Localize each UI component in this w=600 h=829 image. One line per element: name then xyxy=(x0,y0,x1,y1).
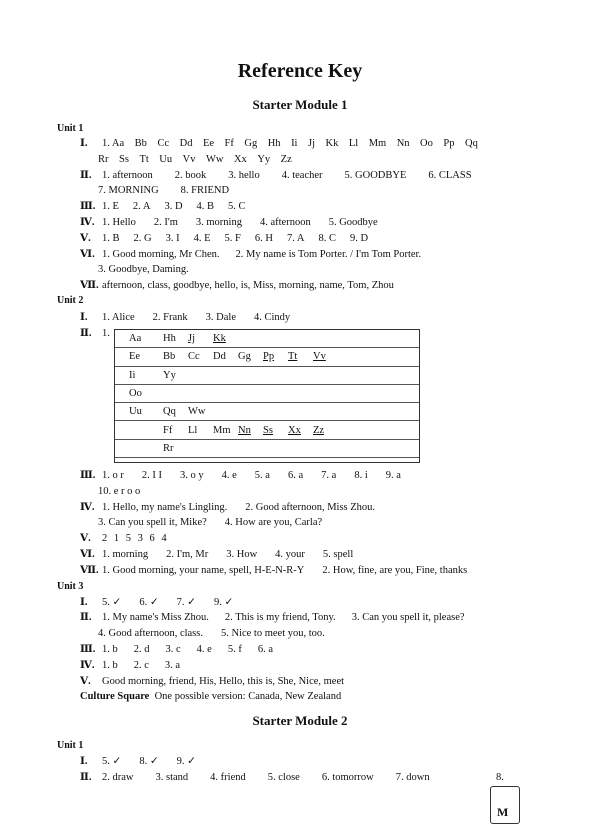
answer-item: 2. draw xyxy=(102,772,134,783)
answer-item: 2. Frank xyxy=(152,312,188,323)
answer-line xyxy=(98,629,343,640)
answer-item: 7. ✓ xyxy=(176,597,196,608)
answer-item: Ii xyxy=(291,138,298,149)
answer-item: 7. MORNING xyxy=(98,185,159,196)
answer-item: 4. afternoon xyxy=(259,217,311,228)
letter-pair: Ii xyxy=(129,369,136,381)
letter-pair: Ll xyxy=(188,424,198,436)
answer-line xyxy=(80,677,344,688)
answer-item: Hh xyxy=(267,138,281,149)
roman-numeral: Ⅲ. xyxy=(80,470,96,481)
answer-item: 2. A xyxy=(132,201,151,212)
answer-item: Vv xyxy=(182,154,196,165)
answer-item: Bb xyxy=(134,138,147,149)
roman-numeral: Ⅴ. xyxy=(80,676,91,687)
answer-item: 3. o y xyxy=(180,470,204,481)
answer-item: 5. ✓ xyxy=(102,597,122,608)
letter-pair: Bb xyxy=(163,351,176,363)
module-heading-2: Starter Module 2 xyxy=(252,713,348,728)
answer-item: 7. a xyxy=(321,470,337,481)
answer-item: 1. afternoon xyxy=(102,170,153,181)
answer-item: 6. ✓ xyxy=(139,597,159,608)
answer-item: Qq xyxy=(464,138,478,149)
answer-item: 7. down xyxy=(395,772,430,783)
answer-text: One possible version: Canada, New Zealand xyxy=(154,691,342,702)
answer-line xyxy=(80,566,485,577)
answer-line xyxy=(80,757,214,768)
letter-pair: Zz xyxy=(313,424,325,436)
answer-item: 8. ✓ xyxy=(139,756,159,767)
table-cell xyxy=(114,403,420,421)
answer-line xyxy=(80,773,452,784)
roman-numeral: Ⅶ. xyxy=(80,565,99,576)
answer-line xyxy=(80,281,394,292)
answer-item: 1. Hello xyxy=(102,217,136,228)
page-title: Reference Key xyxy=(237,60,363,82)
answer-item: 9. D xyxy=(350,233,369,244)
unit-heading: Unit 2 xyxy=(57,295,84,306)
answer-text: 3. Goodbye, Daming. xyxy=(98,264,189,275)
answer-item: Tt xyxy=(139,154,149,165)
answer-item: 9. ✓ xyxy=(213,597,234,608)
answer-line xyxy=(80,329,110,340)
table-row xyxy=(114,421,420,439)
letter-pair: Jj xyxy=(188,333,196,345)
answer-item: Ww xyxy=(205,154,224,165)
table-cell xyxy=(114,330,420,348)
letter-pair: Tt xyxy=(288,351,298,363)
answer-text: 1. xyxy=(102,328,110,339)
answer-text: afternoon, class, goodbye, hello, is, Miss, morning, name, Tom, Zhou xyxy=(102,280,394,291)
answer-item: 2. How, fine, are you, Fine, thanks xyxy=(322,565,468,576)
answer-item: 3. Dale xyxy=(205,312,236,323)
answer-item: 2. I'm, Mr xyxy=(166,549,209,560)
roman-numeral: Ⅳ. xyxy=(80,660,95,671)
table-cell xyxy=(114,366,420,384)
answer-item: 4. friend xyxy=(210,772,246,783)
answer-item: 1. morning xyxy=(102,549,149,560)
answer-item: Uu xyxy=(159,154,173,165)
answer-item: 7. A xyxy=(286,233,305,244)
answer-item: 5. C xyxy=(228,201,246,212)
answer-item: 4. e xyxy=(196,644,212,655)
answer-line xyxy=(80,471,419,482)
unit-heading: Unit 3 xyxy=(57,581,84,592)
answer-line xyxy=(80,550,371,561)
table-cell xyxy=(114,348,420,366)
answer-item: 5. close xyxy=(267,772,300,783)
answer-item: 5. spell xyxy=(322,549,354,560)
answer-text: 8. xyxy=(496,772,504,783)
answer-item: Cc xyxy=(157,138,170,149)
table-row xyxy=(114,384,420,402)
answer-line xyxy=(80,645,289,656)
answer-item: Dd xyxy=(179,138,193,149)
answer-text: 2 1 5 3 6 4 xyxy=(102,533,167,544)
roman-numeral: Ⅱ. xyxy=(80,612,92,623)
answer-line xyxy=(80,234,382,245)
answer-line xyxy=(80,598,251,609)
roman-numeral: Ⅲ. xyxy=(80,201,96,212)
answer-item: 2. I I xyxy=(141,470,162,481)
answer-item: 8. FRIEND xyxy=(180,185,230,196)
answer-item: 3. stand xyxy=(155,772,189,783)
answer-item: 6. a xyxy=(257,644,274,655)
answer-item: 6. a xyxy=(287,470,304,481)
roman-numeral: Ⅶ. xyxy=(80,280,99,291)
answer-item: Nn xyxy=(396,138,410,149)
roman-numeral: Ⅳ. xyxy=(80,217,95,228)
answer-item: 5. f xyxy=(227,644,242,655)
letter-sort-table xyxy=(114,329,420,458)
table-cell xyxy=(114,384,420,402)
letter-pair: Xx xyxy=(288,424,301,436)
answer-item: Zz xyxy=(280,154,292,165)
answer-item: 9. a xyxy=(385,470,401,481)
answer-line xyxy=(80,613,481,624)
answer-item: 2. This is my friend, Tony. xyxy=(224,612,336,623)
answer-item: Ee xyxy=(202,138,215,149)
corner-badge-letter: M xyxy=(497,805,509,819)
answer-item: 6. H xyxy=(254,233,273,244)
answer-line xyxy=(80,171,494,182)
roman-numeral: Ⅵ. xyxy=(80,549,95,560)
table-row xyxy=(114,366,420,384)
table-cell xyxy=(114,439,420,457)
answer-item: 5. Nice to meet you, too. xyxy=(220,628,325,639)
answer-item: 3. Can you spell it, please? xyxy=(351,612,465,623)
answer-text: Good morning, friend, His, Hello, this is, She, Nice, meet xyxy=(102,676,345,687)
answer-line xyxy=(98,186,251,197)
answer-item: 3. a xyxy=(164,660,181,671)
answer-item: 4. Good afternoon, class. xyxy=(98,628,203,639)
answer-item: 3. I xyxy=(165,233,180,244)
answer-item: 3. D xyxy=(164,201,183,212)
answer-item: 6. CLASS xyxy=(428,170,472,181)
answer-item: Gg xyxy=(244,138,258,149)
roman-numeral: Ⅵ. xyxy=(80,249,95,260)
answer-line xyxy=(80,534,167,545)
answer-item: 6. tomorrow xyxy=(321,772,374,783)
answer-item: 1. Hello, my name's Lingling. xyxy=(102,502,228,513)
letter-pair: Hh xyxy=(163,333,176,345)
letter-pair: Ee xyxy=(129,351,141,363)
answer-item: 1. E xyxy=(102,201,119,212)
answer-item: Oo xyxy=(420,138,433,149)
answer-line xyxy=(80,202,260,213)
answer-line xyxy=(80,139,488,150)
letter-pair: Gg xyxy=(238,351,251,363)
answer-item: Rr xyxy=(98,154,109,165)
answer-line xyxy=(80,250,437,261)
roman-numeral: Ⅱ. xyxy=(80,328,92,339)
answer-item: 4. How are you, Carla? xyxy=(224,517,323,528)
answer-item: 1. Good morning, your name, spell, H-E-N-R-Y xyxy=(102,565,305,576)
answer-item: 4. B xyxy=(196,201,215,212)
answer-item: 9. ✓ xyxy=(176,756,196,767)
letter-pair: Vv xyxy=(313,351,326,363)
table-row xyxy=(114,439,420,457)
answer-item: 2. Good afternoon, Miss Zhou. xyxy=(245,502,376,513)
answer-item: 2. c xyxy=(133,660,149,671)
roman-numeral: Ⅱ. xyxy=(80,170,92,181)
letter-pair: Cc xyxy=(188,351,200,363)
table-row xyxy=(114,330,420,348)
roman-numeral: Ⅱ. xyxy=(80,772,92,783)
answer-item: 4. E xyxy=(193,233,211,244)
answer-item: 4. e xyxy=(221,470,237,481)
answer-item: 3. hello xyxy=(228,170,260,181)
unit-heading: Unit 1 xyxy=(57,740,84,751)
letter-pair: Pp xyxy=(263,351,275,363)
answer-text: 10. e r o o xyxy=(98,486,141,497)
answer-item: 3. morning xyxy=(195,217,242,228)
answer-item: 1. Good morning, Mr Chen. xyxy=(102,249,220,260)
answer-item: 2. d xyxy=(133,644,150,655)
letter-pair: Kk xyxy=(213,333,226,345)
answer-item: Xx xyxy=(233,154,247,165)
table-row xyxy=(114,348,420,366)
answer-item: 4. your xyxy=(275,549,305,560)
answer-item: 5. Goodbye xyxy=(328,217,378,228)
answer-line xyxy=(80,218,396,229)
letter-pair: Oo xyxy=(129,388,142,400)
roman-numeral: Ⅲ. xyxy=(80,644,96,655)
answer-item: 2. I'm xyxy=(153,217,178,228)
answer-item: Ss xyxy=(119,154,129,165)
answer-item: 3. c xyxy=(165,644,181,655)
letter-pair: Yy xyxy=(163,369,176,381)
letter-pair: Aa xyxy=(129,333,142,345)
letter-pair: Rr xyxy=(163,442,174,454)
answer-item: 3. How xyxy=(226,549,258,560)
culture-square-line xyxy=(80,692,341,703)
letter-pair: Uu xyxy=(129,406,142,418)
answer-item: 5. GOODBYE xyxy=(344,170,407,181)
answer-item: 5. F xyxy=(224,233,241,244)
answer-item: 1. o r xyxy=(102,470,124,481)
table-row xyxy=(114,403,420,421)
letter-pair: Dd xyxy=(213,351,226,363)
answer-item: 8. C xyxy=(318,233,336,244)
answer-item: Jj xyxy=(307,138,315,149)
letter-pair: Qq xyxy=(163,406,176,418)
answer-line xyxy=(80,661,196,672)
answer-line xyxy=(80,503,393,514)
answer-item: Kk xyxy=(325,138,339,149)
roman-numeral: Ⅴ. xyxy=(80,533,91,544)
letter-pair: Ss xyxy=(263,424,273,436)
answer-item: 3. Can you spell it, Mike? xyxy=(98,517,207,528)
table-cell xyxy=(114,421,420,439)
module-heading-1: Starter Module 1 xyxy=(252,97,348,112)
letter-pair: Ww xyxy=(188,406,206,418)
answer-item: Mm xyxy=(368,138,387,149)
roman-numeral: Ⅳ. xyxy=(80,502,95,513)
roman-numeral: Ⅰ. xyxy=(80,138,88,149)
answer-item: 1. Alice xyxy=(102,312,135,323)
culture-square-label: Culture Square xyxy=(80,691,150,702)
answer-item: 1. Aa xyxy=(102,138,125,149)
answer-item: 1. My name's Miss Zhou. xyxy=(102,612,209,623)
roman-numeral: Ⅰ. xyxy=(80,756,88,767)
roman-numeral: Ⅰ. xyxy=(80,597,88,608)
answer-item: 1. B xyxy=(102,233,120,244)
answer-item: 2. G xyxy=(133,233,152,244)
answer-item: 8. i xyxy=(354,470,368,481)
unit-heading: Unit 1 xyxy=(57,123,84,134)
roman-numeral: Ⅴ. xyxy=(80,233,91,244)
answer-line xyxy=(98,265,189,276)
letter-pair: Mm xyxy=(213,424,231,436)
answer-line xyxy=(98,155,302,166)
roman-numeral: Ⅰ. xyxy=(80,312,88,323)
answer-item: Pp xyxy=(443,138,455,149)
answer-item: 4. teacher xyxy=(281,170,323,181)
answer-item: 2. My name is Tom Porter. / I'm Tom Porter. xyxy=(235,249,422,260)
answer-item: 5. ✓ xyxy=(102,756,122,767)
answer-line xyxy=(80,313,308,324)
answer-item: 4. Cindy xyxy=(254,312,291,323)
answer-line xyxy=(98,487,140,498)
answer-item: Ff xyxy=(224,138,234,149)
answer-item: 1. b xyxy=(102,644,118,655)
answer-item: Ll xyxy=(348,138,359,149)
answer-item: 1. b xyxy=(102,660,118,671)
letter-pair: Ff xyxy=(163,424,173,436)
answer-item: 2. book xyxy=(174,170,207,181)
letter-pair: Nn xyxy=(238,424,251,436)
answer-line xyxy=(98,518,340,529)
answer-item: 5. a xyxy=(254,470,270,481)
answer-item: Yy xyxy=(257,154,271,165)
